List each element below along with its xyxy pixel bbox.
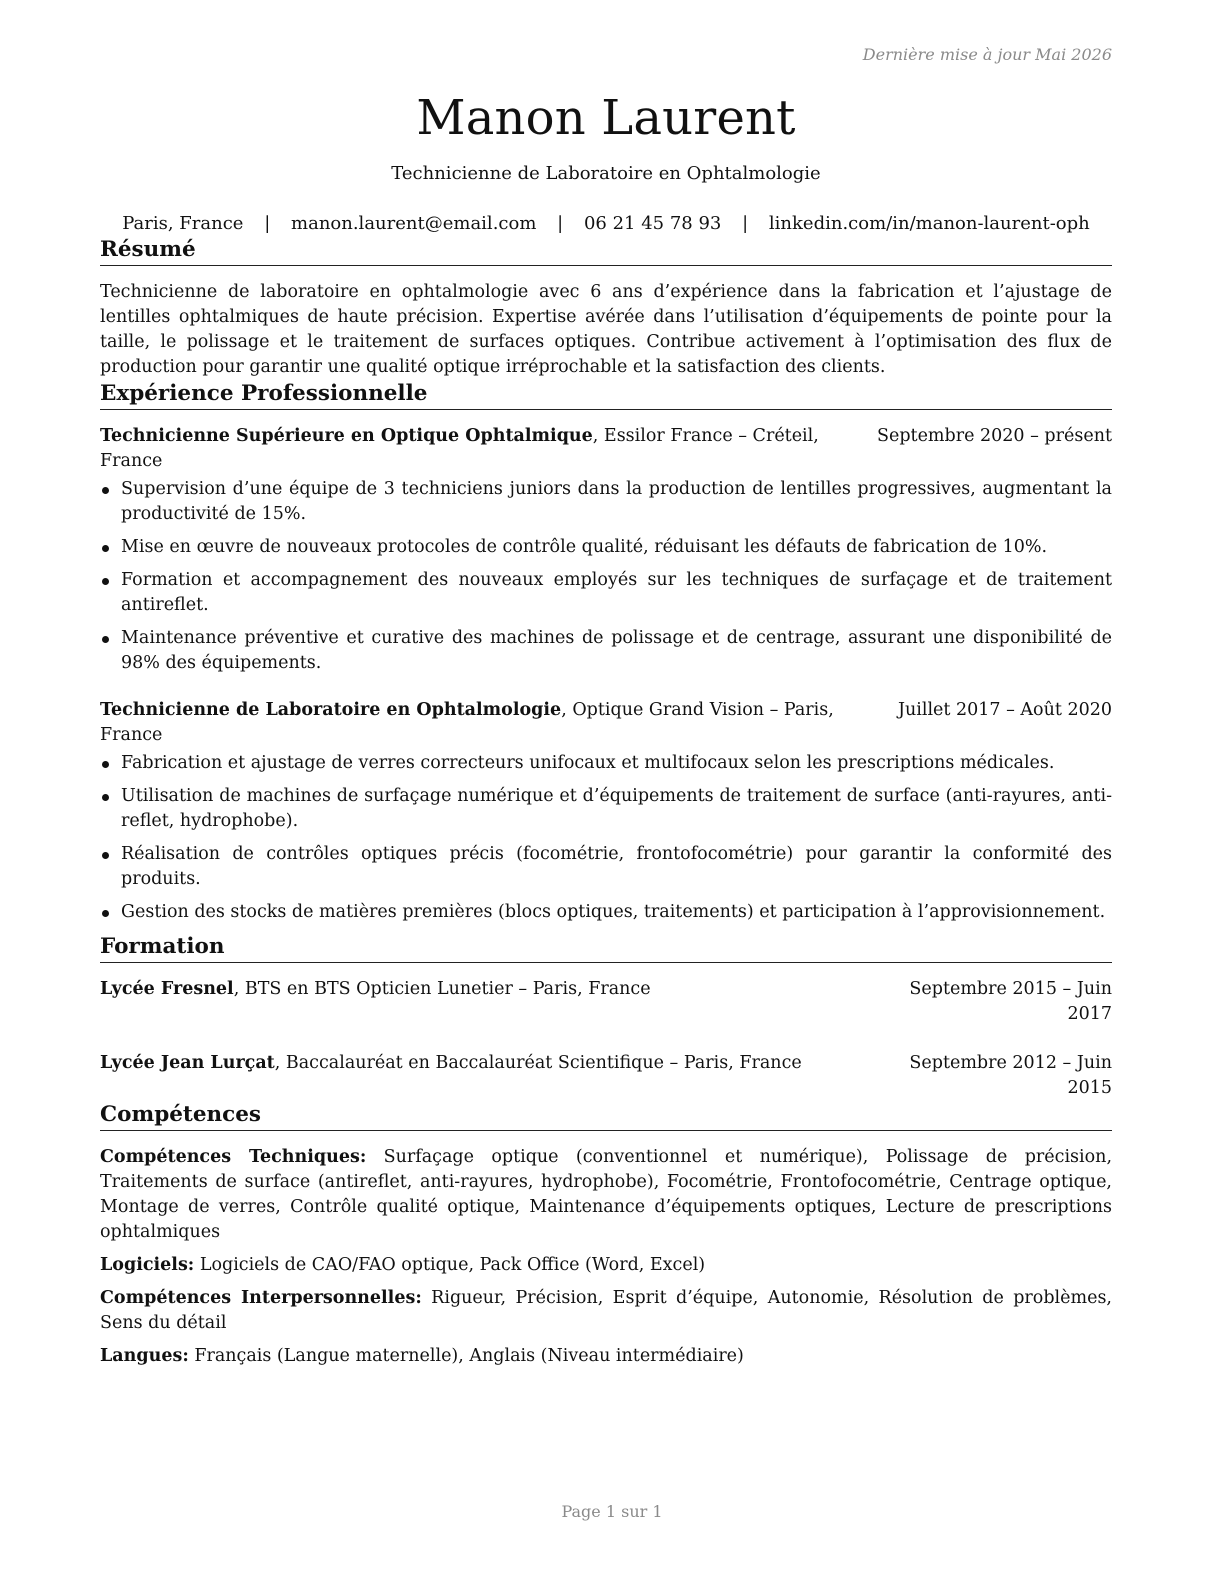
section-title-experience: Expérience Professionnelle xyxy=(100,380,1112,410)
section-title-education: Formation xyxy=(100,933,1112,963)
job-bullet-text: Formation et accompagnement des nouveaux employés sur les techniques de surfaçage et de traitement antireflet. xyxy=(121,570,1112,615)
job-bullet xyxy=(100,626,1112,676)
education-dates: Septembre 2012 – Juin 2015 xyxy=(909,1053,1112,1098)
skill-label: Compétences Interpersonnelles: xyxy=(100,1288,422,1308)
bullet-icon xyxy=(102,794,109,801)
bullet-icon xyxy=(102,761,109,768)
job-bullet xyxy=(100,751,1112,776)
job-bullet xyxy=(100,535,1112,560)
education-entry xyxy=(100,1051,1112,1101)
bullet-icon xyxy=(102,578,109,585)
job-title-line xyxy=(100,698,898,748)
education-detail: , Baccalauréat en Baccalauréat Scientifique – Paris, France xyxy=(274,1053,802,1073)
job-bullet-text: Fabrication et ajustage de verres correcteurs unifocaux et multifocaux selon les prescriptions médicales. xyxy=(121,753,1055,773)
education-title-line xyxy=(100,977,876,1027)
summary-text: Technicienne de laboratoire en ophtalmologie avec 6 ans d’expérience dans la fabrication et l’ajustage de lentilles ophtalmiques de haute précision. Expertise avérée dans l’utilisation d’équipements de pointe pour la taille, le polissage et le traitement de surfaces optiques. Contribue activement à l’optimisation des flux de production pour garantir une qualité optique irréprochable et la satisfaction des clients. xyxy=(100,282,1112,377)
last-updated: Dernière mise à jour Mai 2026 xyxy=(862,45,1112,64)
skill-line xyxy=(100,1286,1112,1336)
contact-line xyxy=(100,212,1112,236)
section-title-skills: Compétences xyxy=(100,1101,1112,1131)
bullet-icon xyxy=(102,852,109,859)
skill-label: Compétences Techniques: xyxy=(100,1147,367,1167)
job-header xyxy=(100,424,1112,474)
job-bullet-text: Maintenance préventive et curative des machines de polissage et de centrage, assurant une disponibilité de 98% des équipements. xyxy=(121,628,1112,673)
skill-line xyxy=(100,1253,1112,1278)
contact-phone: 06 21 45 78 93 xyxy=(583,213,722,234)
contact-email[interactable]: manon.laurent@email.com xyxy=(291,213,537,234)
skill-text: Logiciels de CAO/FAO optique, Pack Office (Word, Excel) xyxy=(194,1255,706,1275)
bullet-icon xyxy=(102,487,109,494)
job-bullet-text: Réalisation de contrôles optiques précis (focométrie, frontofocométrie) pour garantir la conformité des produits. xyxy=(121,844,1112,889)
candidate-name: Manon Laurent xyxy=(416,90,796,146)
candidate-headline: Technicienne de Laboratoire en Ophtalmologie xyxy=(391,163,821,184)
job-bullets xyxy=(100,751,1112,925)
skill-text: Français (Langue maternelle), Anglais (Niveau intermédiaire) xyxy=(188,1346,744,1366)
job-bullet-text: Utilisation de machines de surfaçage numérique et d’équipements de traitement de surface (anti-rayures, anti-reflet, hydrophobe). xyxy=(121,786,1112,831)
contact-linkedin[interactable]: linkedin.com/in/manon-laurent-oph xyxy=(768,213,1090,234)
job-role: Technicienne Supérieure en Optique Ophtalmique xyxy=(100,426,593,446)
skill-text: Surfaçage optique (conventionnel et numérique), Polissage de précision, Traitements de surface (antireflet, anti-rayures, hydrophobe), Focométrie, Frontofocométrie, Centrage optique, Montage de verres, Contrôle qualité optique, Maintenance d’équipements optiques, Lecture de prescriptions ophtalmiques xyxy=(100,1147,1113,1242)
education-entry xyxy=(100,977,1112,1027)
job-entry xyxy=(100,698,1112,925)
skill-line xyxy=(100,1145,1112,1245)
job-bullet xyxy=(100,784,1112,834)
job-dates: Septembre 2020 – présent xyxy=(877,426,1112,446)
skill-label: Langues: xyxy=(100,1346,189,1366)
job-bullets xyxy=(100,477,1112,676)
job-header xyxy=(100,698,1112,748)
page-footer: Page 1 sur 1 xyxy=(561,1502,663,1521)
job-bullet-text: Mise en œuvre de nouveaux protocoles de contrôle qualité, réduisant les défauts de fabrication de 10%. xyxy=(121,537,1048,557)
job-bullet-text: Gestion des stocks de matières premières (blocs optiques, traitements) et participation à l’approvisionnement. xyxy=(121,902,1106,922)
bullet-icon xyxy=(102,636,109,643)
skill-label: Logiciels: xyxy=(100,1255,195,1275)
bullet-icon xyxy=(102,910,109,917)
job-role: Technicienne de Laboratoire en Ophtalmologie xyxy=(100,700,562,720)
job-dates: Juillet 2017 – Août 2020 xyxy=(897,700,1112,720)
education-detail: , BTS en BTS Opticien Lunetier – Paris, France xyxy=(233,979,651,999)
education-dates: Septembre 2015 – Juin 2017 xyxy=(909,979,1112,1024)
skill-text: Rigueur, Précision, Esprit d’équipe, Autonomie, Résolution de problèmes, Sens du détail xyxy=(100,1288,1112,1333)
education-school: Lycée Fresnel xyxy=(100,979,234,999)
job-title-line xyxy=(100,424,877,474)
bullet-icon xyxy=(102,545,109,552)
section-title-resume: Résumé xyxy=(100,236,1112,266)
job-company: , Optique Grand Vision – Paris, France xyxy=(100,700,834,745)
contact-separator: | xyxy=(742,213,749,234)
education-school: Lycée Jean Lurçat xyxy=(100,1053,275,1073)
job-bullet xyxy=(100,477,1112,527)
education-title-line xyxy=(100,1051,876,1101)
job-company: , Essilor France – Créteil, France xyxy=(100,426,819,471)
job-bullet xyxy=(100,568,1112,618)
contact-separator: | xyxy=(557,213,564,234)
job-bullet-text: Supervision d’une équipe de 3 techniciens juniors dans la production de lentilles progressives, augmentant la productivité de 15%. xyxy=(121,479,1112,524)
job-bullet xyxy=(100,842,1112,892)
job-entry xyxy=(100,424,1112,676)
contact-location: Paris, France xyxy=(122,213,244,234)
contact-separator: | xyxy=(264,213,271,234)
job-bullet xyxy=(100,900,1112,925)
skill-line xyxy=(100,1344,1112,1369)
